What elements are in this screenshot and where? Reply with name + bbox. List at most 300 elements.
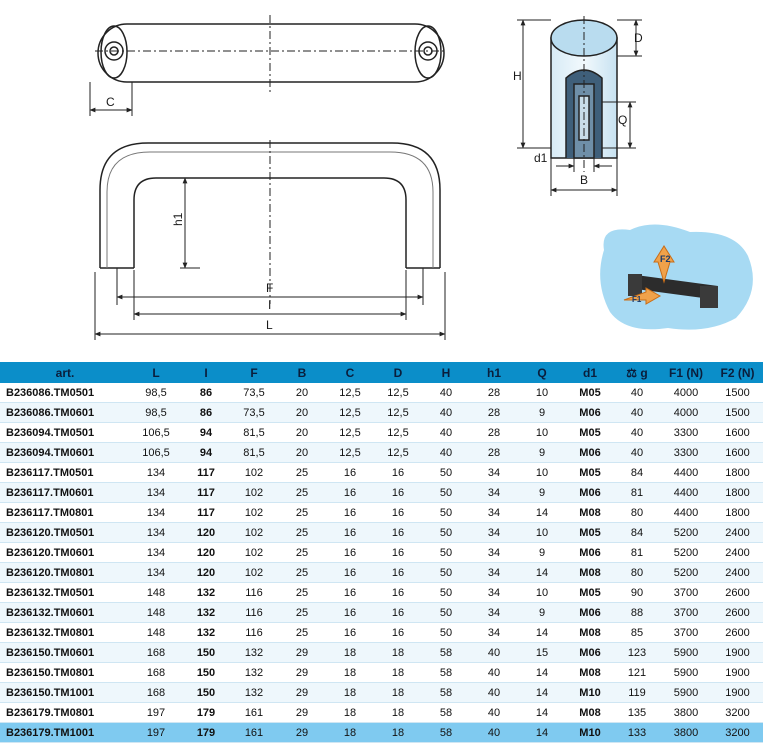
table-header-row — [0, 362, 763, 383]
cell-f2: 1500 — [712, 403, 763, 423]
cell-c: 16 — [326, 543, 374, 563]
table-row — [0, 503, 763, 523]
cell-h1: 40 — [470, 683, 518, 703]
cell-h: 50 — [422, 543, 470, 563]
cell-d1: M05 — [566, 463, 614, 483]
cell-weight: 84 — [614, 463, 660, 483]
cell-f: 116 — [230, 623, 278, 643]
cell-i: 120 — [182, 523, 230, 543]
table-row — [0, 403, 763, 423]
table-row — [0, 383, 763, 403]
cell-h: 40 — [422, 443, 470, 463]
cell-f1: 4400 — [660, 503, 712, 523]
cell-i: 117 — [182, 483, 230, 503]
cell-f2: 3200 — [712, 703, 763, 723]
cell-d: 18 — [374, 663, 422, 683]
cell-art: B236120.TM0601 — [0, 543, 130, 563]
cell-q: 14 — [518, 623, 566, 643]
cell-l: 168 — [130, 643, 182, 663]
cell-art: B236179.TM0801 — [0, 703, 130, 723]
cell-f1: 3300 — [660, 423, 712, 443]
cell-d: 16 — [374, 523, 422, 543]
cell-h1: 34 — [470, 503, 518, 523]
cell-art: B236117.TM0501 — [0, 463, 130, 483]
cell-f2: 1900 — [712, 643, 763, 663]
cell-h: 58 — [422, 643, 470, 663]
cell-f: 102 — [230, 483, 278, 503]
handle-section-view — [517, 16, 642, 196]
cell-f1: 3300 — [660, 443, 712, 463]
cell-l: 134 — [130, 523, 182, 543]
cell-weight: 119 — [614, 683, 660, 703]
cell-f: 116 — [230, 603, 278, 623]
cell-f1: 3800 — [660, 723, 712, 743]
cell-d1: M05 — [566, 383, 614, 403]
cell-f2: 1600 — [712, 443, 763, 463]
cell-b: 20 — [278, 383, 326, 403]
cell-b: 25 — [278, 543, 326, 563]
cell-f2: 1500 — [712, 383, 763, 403]
cell-i: 132 — [182, 583, 230, 603]
cell-art: B236120.TM0501 — [0, 523, 130, 543]
cell-d1: M06 — [566, 643, 614, 663]
cell-d: 16 — [374, 543, 422, 563]
cell-l: 197 — [130, 703, 182, 723]
cell-art: B236094.TM0601 — [0, 443, 130, 463]
cell-weight: 40 — [614, 423, 660, 443]
cell-f1: 5200 — [660, 563, 712, 583]
cell-h1: 34 — [470, 623, 518, 643]
cell-weight: 40 — [614, 383, 660, 403]
table-row — [0, 583, 763, 603]
cell-c: 16 — [326, 463, 374, 483]
cell-d: 16 — [374, 463, 422, 483]
cell-weight: 84 — [614, 523, 660, 543]
cell-b: 25 — [278, 503, 326, 523]
cell-q: 15 — [518, 643, 566, 663]
cell-q: 10 — [518, 523, 566, 543]
cell-f2: 3200 — [712, 723, 763, 743]
cell-f2: 2400 — [712, 563, 763, 583]
handle-top-view — [90, 15, 447, 116]
cell-q: 9 — [518, 483, 566, 503]
cell-c: 16 — [326, 563, 374, 583]
cell-d: 12,5 — [374, 403, 422, 423]
cell-art: B236120.TM0801 — [0, 563, 130, 583]
cell-d1: M05 — [566, 523, 614, 543]
cell-art: B236132.TM0501 — [0, 583, 130, 603]
cell-q: 14 — [518, 703, 566, 723]
col-header-c: C — [326, 362, 374, 383]
cell-f1: 4000 — [660, 383, 712, 403]
cell-b: 25 — [278, 563, 326, 583]
cell-c: 18 — [326, 663, 374, 683]
cell-f2: 2400 — [712, 523, 763, 543]
cell-h: 50 — [422, 623, 470, 643]
cell-d1: M05 — [566, 423, 614, 443]
cell-c: 16 — [326, 603, 374, 623]
cell-i: 94 — [182, 443, 230, 463]
cell-c: 18 — [326, 703, 374, 723]
cell-l: 134 — [130, 463, 182, 483]
cell-q: 14 — [518, 563, 566, 583]
cell-d1: M08 — [566, 623, 614, 643]
table-row — [0, 563, 763, 583]
cell-l: 168 — [130, 663, 182, 683]
table-row — [0, 523, 763, 543]
col-header-l: L — [130, 362, 182, 383]
cell-f1: 4400 — [660, 483, 712, 503]
cell-c: 16 — [326, 483, 374, 503]
cell-d: 16 — [374, 583, 422, 603]
cell-art: B236094.TM0501 — [0, 423, 130, 443]
cell-weight: 81 — [614, 483, 660, 503]
cell-i: 179 — [182, 703, 230, 723]
dim-h1-label: h1 — [171, 212, 185, 226]
cell-h1: 34 — [470, 583, 518, 603]
cell-h: 50 — [422, 583, 470, 603]
col-header-f2: F2 (N) — [712, 362, 763, 383]
cell-weight: 80 — [614, 563, 660, 583]
dim-l-label: L — [266, 318, 273, 332]
technical-drawing — [0, 0, 763, 362]
cell-d1: M06 — [566, 403, 614, 423]
cell-i: 94 — [182, 423, 230, 443]
cell-h1: 34 — [470, 543, 518, 563]
table-row — [0, 603, 763, 623]
cell-l: 148 — [130, 603, 182, 623]
cell-c: 16 — [326, 583, 374, 603]
cell-h: 58 — [422, 703, 470, 723]
cell-f: 161 — [230, 723, 278, 743]
cell-b: 29 — [278, 683, 326, 703]
cell-f1: 3700 — [660, 583, 712, 603]
cell-f2: 1800 — [712, 503, 763, 523]
table-row — [0, 463, 763, 483]
cell-h1: 34 — [470, 603, 518, 623]
cell-weight: 90 — [614, 583, 660, 603]
cell-d1: M06 — [566, 603, 614, 623]
cell-c: 18 — [326, 683, 374, 703]
cell-d: 12,5 — [374, 443, 422, 463]
cell-h1: 40 — [470, 703, 518, 723]
cell-weight: 135 — [614, 703, 660, 723]
cell-art: B236150.TM0801 — [0, 663, 130, 683]
force-load-icon — [600, 224, 753, 329]
cell-d1: M05 — [566, 583, 614, 603]
cell-f: 73,5 — [230, 403, 278, 423]
cell-f: 102 — [230, 463, 278, 483]
cell-b: 20 — [278, 423, 326, 443]
cell-f1: 3700 — [660, 623, 712, 643]
cell-c: 16 — [326, 623, 374, 643]
dim-f-label: F — [266, 281, 274, 295]
cell-h1: 28 — [470, 423, 518, 443]
cell-weight: 85 — [614, 623, 660, 643]
cell-d1: M08 — [566, 663, 614, 683]
cell-i: 117 — [182, 463, 230, 483]
cell-f1: 5900 — [660, 663, 712, 683]
cell-c: 12,5 — [326, 423, 374, 443]
cell-h: 50 — [422, 563, 470, 583]
cell-h: 40 — [422, 403, 470, 423]
cell-weight: 121 — [614, 663, 660, 683]
cell-l: 134 — [130, 483, 182, 503]
cell-i: 132 — [182, 603, 230, 623]
col-header-weight-unit: g — [640, 365, 648, 380]
table-row — [0, 423, 763, 443]
cell-f1: 3800 — [660, 703, 712, 723]
cell-q: 14 — [518, 663, 566, 683]
cell-f2: 1600 — [712, 423, 763, 443]
cell-art: B236086.TM0601 — [0, 403, 130, 423]
cell-d1: M10 — [566, 683, 614, 703]
cell-f: 161 — [230, 703, 278, 723]
cell-q: 14 — [518, 503, 566, 523]
cell-l: 168 — [130, 683, 182, 703]
cell-h1: 34 — [470, 463, 518, 483]
cell-weight: 88 — [614, 603, 660, 623]
cell-h: 50 — [422, 463, 470, 483]
cell-c: 12,5 — [326, 403, 374, 423]
cell-f: 116 — [230, 583, 278, 603]
cell-q: 10 — [518, 423, 566, 443]
cell-i: 132 — [182, 623, 230, 643]
cell-b: 25 — [278, 523, 326, 543]
cell-f: 102 — [230, 523, 278, 543]
cell-l: 106,5 — [130, 443, 182, 463]
cell-b: 29 — [278, 703, 326, 723]
cell-art: B236132.TM0801 — [0, 623, 130, 643]
cell-art: B236150.TM1001 — [0, 683, 130, 703]
table-row — [0, 663, 763, 683]
cell-d: 16 — [374, 483, 422, 503]
cell-weight: 123 — [614, 643, 660, 663]
cell-i: 150 — [182, 663, 230, 683]
cell-f2: 2400 — [712, 543, 763, 563]
table-row — [0, 483, 763, 503]
cell-h: 50 — [422, 523, 470, 543]
cell-b: 25 — [278, 603, 326, 623]
cell-c: 16 — [326, 523, 374, 543]
cell-h: 50 — [422, 603, 470, 623]
cell-b: 29 — [278, 723, 326, 743]
cell-q: 9 — [518, 443, 566, 463]
cell-art: B236117.TM0801 — [0, 503, 130, 523]
table-row — [0, 643, 763, 663]
cell-i: 117 — [182, 503, 230, 523]
cell-q: 10 — [518, 383, 566, 403]
cell-l: 148 — [130, 583, 182, 603]
cell-d: 18 — [374, 723, 422, 743]
cell-weight: 40 — [614, 443, 660, 463]
cell-h: 50 — [422, 483, 470, 503]
cell-b: 25 — [278, 483, 326, 503]
table-row — [0, 623, 763, 643]
table-row — [0, 703, 763, 723]
cell-h1: 40 — [470, 663, 518, 683]
cell-f: 102 — [230, 563, 278, 583]
cell-d1: M08 — [566, 563, 614, 583]
cell-q: 10 — [518, 583, 566, 603]
cell-d1: M06 — [566, 443, 614, 463]
cell-i: 179 — [182, 723, 230, 743]
cell-h: 50 — [422, 503, 470, 523]
cell-q: 14 — [518, 683, 566, 703]
cell-f2: 1900 — [712, 663, 763, 683]
cell-l: 197 — [130, 723, 182, 743]
col-header-h: H — [422, 362, 470, 383]
table-row — [0, 543, 763, 563]
table-row — [0, 443, 763, 463]
cell-d: 16 — [374, 603, 422, 623]
cell-l: 106,5 — [130, 423, 182, 443]
cell-weight: 40 — [614, 403, 660, 423]
cell-l: 98,5 — [130, 383, 182, 403]
cell-f2: 1900 — [712, 683, 763, 703]
cell-f: 73,5 — [230, 383, 278, 403]
cell-h: 40 — [422, 383, 470, 403]
cell-d1: M06 — [566, 483, 614, 503]
cell-f1: 5900 — [660, 683, 712, 703]
cell-i: 120 — [182, 543, 230, 563]
cell-h: 58 — [422, 723, 470, 743]
weight-icon: ⚖ — [626, 365, 638, 380]
dim-h-label: H — [513, 69, 522, 83]
cell-d: 12,5 — [374, 423, 422, 443]
cell-f2: 2600 — [712, 623, 763, 643]
cell-b: 25 — [278, 463, 326, 483]
cell-c: 12,5 — [326, 443, 374, 463]
cell-art: B236132.TM0601 — [0, 603, 130, 623]
dim-i-label: I — [268, 298, 272, 312]
cell-art: B236179.TM1001 — [0, 723, 130, 743]
cell-q: 14 — [518, 723, 566, 743]
cell-h1: 34 — [470, 483, 518, 503]
dim-b-label: B — [580, 173, 589, 187]
cell-f1: 5200 — [660, 523, 712, 543]
cell-h: 58 — [422, 683, 470, 703]
cell-f: 132 — [230, 683, 278, 703]
cell-l: 98,5 — [130, 403, 182, 423]
cell-h1: 28 — [470, 383, 518, 403]
cell-f2: 2600 — [712, 603, 763, 623]
cell-c: 16 — [326, 503, 374, 523]
cell-f2: 2600 — [712, 583, 763, 603]
cell-f: 102 — [230, 503, 278, 523]
col-header-f1: F1 (N) — [660, 362, 712, 383]
force-f1-label: F1 — [632, 295, 642, 304]
cell-i: 86 — [182, 403, 230, 423]
cell-l: 134 — [130, 543, 182, 563]
cell-b: 25 — [278, 583, 326, 603]
cell-d1: M06 — [566, 543, 614, 563]
cell-h1: 40 — [470, 723, 518, 743]
cell-f: 81,5 — [230, 423, 278, 443]
cell-h1: 34 — [470, 563, 518, 583]
cell-h1: 40 — [470, 643, 518, 663]
cell-i: 150 — [182, 643, 230, 663]
col-header-f: F — [230, 362, 278, 383]
col-header-i: I — [182, 362, 230, 383]
col-header-d: D — [374, 362, 422, 383]
cell-q: 10 — [518, 463, 566, 483]
cell-q: 9 — [518, 543, 566, 563]
cell-q: 9 — [518, 603, 566, 623]
cell-l: 148 — [130, 623, 182, 643]
cell-f1: 4000 — [660, 403, 712, 423]
cell-f: 132 — [230, 643, 278, 663]
col-header-weight — [614, 362, 660, 383]
cell-f1: 5200 — [660, 543, 712, 563]
force-f2-label: F2 — [660, 254, 671, 264]
cell-h1: 28 — [470, 403, 518, 423]
cell-q: 9 — [518, 403, 566, 423]
cell-d1: M10 — [566, 723, 614, 743]
cell-f1: 3700 — [660, 603, 712, 623]
cell-d: 16 — [374, 503, 422, 523]
col-header-h1: h1 — [470, 362, 518, 383]
cell-b: 20 — [278, 443, 326, 463]
col-header-art: art. — [0, 362, 130, 383]
cell-b: 20 — [278, 403, 326, 423]
cell-f1: 4400 — [660, 463, 712, 483]
cell-i: 86 — [182, 383, 230, 403]
cell-d: 18 — [374, 703, 422, 723]
cell-weight: 80 — [614, 503, 660, 523]
col-header-d1: d1 — [566, 362, 614, 383]
cell-f: 132 — [230, 663, 278, 683]
cell-c: 18 — [326, 723, 374, 743]
cell-f1: 5900 — [660, 643, 712, 663]
cell-weight: 133 — [614, 723, 660, 743]
cell-art: B236150.TM0601 — [0, 643, 130, 663]
cell-d1: M08 — [566, 703, 614, 723]
cell-art: B236086.TM0501 — [0, 383, 130, 403]
cell-b: 29 — [278, 663, 326, 683]
dim-c-label: C — [106, 95, 115, 109]
cell-h: 58 — [422, 663, 470, 683]
cell-c: 18 — [326, 643, 374, 663]
dim-d-label: D — [634, 31, 643, 45]
cell-art: B236117.TM0601 — [0, 483, 130, 503]
table-row — [0, 683, 763, 703]
dim-d1-label: d1 — [534, 151, 548, 165]
cell-h: 40 — [422, 423, 470, 443]
cell-weight: 81 — [614, 543, 660, 563]
cell-f2: 1800 — [712, 463, 763, 483]
cell-l: 134 — [130, 563, 182, 583]
cell-l: 134 — [130, 503, 182, 523]
cell-f2: 1800 — [712, 483, 763, 503]
col-header-q: Q — [518, 362, 566, 383]
cell-f: 81,5 — [230, 443, 278, 463]
cell-i: 150 — [182, 683, 230, 703]
col-header-b: B — [278, 362, 326, 383]
cell-h1: 34 — [470, 523, 518, 543]
cell-f: 102 — [230, 543, 278, 563]
cell-d: 16 — [374, 623, 422, 643]
cell-d1: M08 — [566, 503, 614, 523]
dim-q-label: Q — [618, 113, 628, 127]
cell-d: 18 — [374, 643, 422, 663]
table-row — [0, 723, 763, 743]
cell-d: 12,5 — [374, 383, 422, 403]
cell-i: 120 — [182, 563, 230, 583]
specification-table — [0, 362, 763, 743]
cell-c: 12,5 — [326, 383, 374, 403]
cell-d: 16 — [374, 563, 422, 583]
